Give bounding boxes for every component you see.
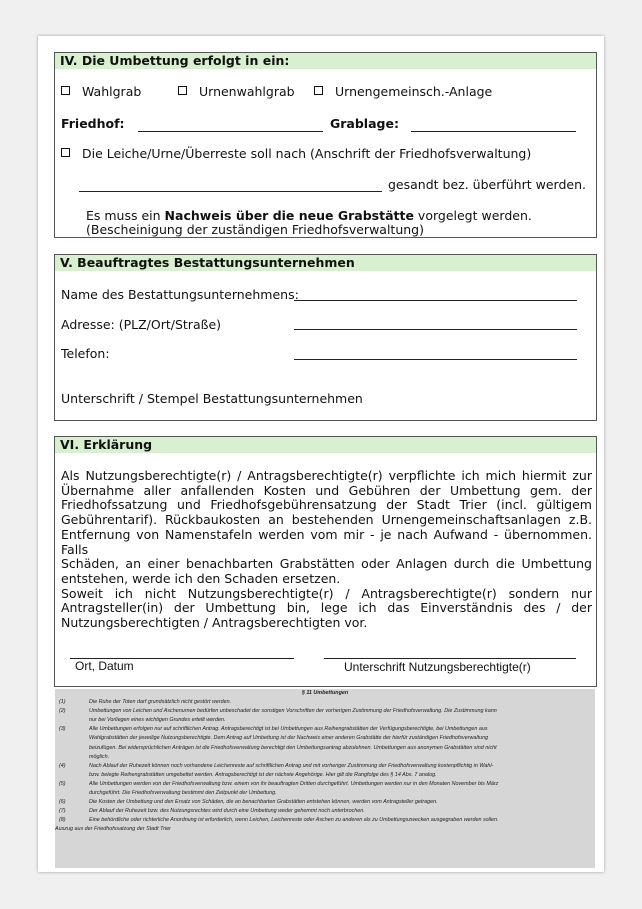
checkbox-icon[interactable]: [178, 86, 187, 95]
unterschrift-field[interactable]: [324, 658, 576, 659]
checkbox-urnenwahlgrab[interactable]: Urnenwahlgrab: [178, 84, 295, 99]
section-title: VI. Erklärung: [55, 437, 596, 453]
list-item: (7) Der Ablauf der Ruhezeit bzw. des Nutzungsrechtes wird durch eine Umbettung weder gehemmt noch unterbrochen.: [59, 808, 365, 815]
list-item: bzw. belegte Reihengrabstätten umgebettet werden. Antragsberechtigt ist der nächste Angehörige. Hier gilt die Rangfolge des § 14 Abs. 7 analog.: [89, 771, 437, 778]
adresse-field[interactable]: [294, 329, 577, 330]
section-bestattungsunternehmen: [54, 254, 597, 421]
checkbox-urnengemeinschaft[interactable]: Urnengemeinsch.-Anlage: [314, 84, 492, 99]
friedhof-field[interactable]: [138, 131, 323, 132]
list-item: (6) Die Kosten der Umbettung und den Ersatz von Schäden, die an benachbarten Grabstätten entstehen können, werden vom Antragsteller getragen.: [59, 799, 438, 806]
list-item: nur bei Vorliegen eines wichtigen Grundes erteilt werden.: [89, 717, 226, 724]
list-item: (3) Alle Umbettungen erfolgen nur auf schriftlichen Antrag. Antragsberechtigt ist bei Umbettungen aus Reihengrabstätten der Verfügungsberechtigte, bei Umbettungen aus: [59, 726, 488, 733]
anschrift-field[interactable]: [79, 191, 382, 192]
unterschrift-label: Unterschrift Nutzungsberechtigte(r): [344, 660, 531, 674]
unternehmen-name-label: Name des Bestattungsunternehmens:: [61, 287, 299, 302]
gesandt-text: gesandt bez. überführt werden.: [388, 177, 586, 192]
unternehmen-name-field[interactable]: [294, 300, 577, 301]
bescheinigung-text: (Bescheinigung der zuständigen Friedhofsverwaltung): [86, 222, 424, 237]
ort-datum-label: Ort, Datum: [75, 659, 134, 673]
notes-title: § 11 Umbettungen: [301, 690, 349, 696]
list-item: Auszug aus der Friedhofssatzung der Stadt Trier: [55, 826, 171, 833]
list-item: (8) Eine behördliche oder richterliche Anordnung ist erforderlich, wenn Leichen, Leichenreste oder Aschen zu anderen als zu Umbettungszwecken ausgegraben werden sollen.: [59, 817, 499, 824]
form-page: [38, 36, 604, 872]
section-title: V. Beauftragtes Bestattungsunternehmen: [55, 255, 596, 271]
nachweis-text: Es muss ein Nachweis über die neue Grabstätte vorgelegt werden.: [86, 208, 532, 223]
section-umbettung: [54, 52, 597, 238]
satzung-auszug: [55, 689, 595, 868]
section-erklaerung: [54, 436, 597, 687]
section-title: IV. Die Umbettung erfolgt in ein:: [55, 53, 596, 69]
telefon-field[interactable]: [294, 359, 577, 360]
list-item: möglich.: [89, 753, 110, 760]
list-item: durchgeführt. Die Friedhofsverwaltung bestimmt den Zeitpunkt der Umbettung.: [89, 790, 277, 797]
list-item: (5) Alle Umbettungen werden von der Friedhofsverwaltung bzw. einem von ihr beauftragten Dritten durchgeführt. Umbettungen werden nur in den Monaten November bis März: [59, 780, 499, 787]
grablage-field[interactable]: [411, 131, 576, 132]
erklaerung-paragraph: Als Nutzungsberechtigte(r) / Antragsberechtigte(r) verpflichte ich mich hiermit zur Übernahme aller anfallenden Kosten und Gebühren der Umbettung gem. der Friedhofssatzung und Friedhofsgebührensatzung der Stadt Trier (incl. gültigem Gebührentarif). Rückbaukosten an bestehenden Urnengemeinschaftsanlagen z.B. Entfernung von Namenstafeln werden vom mir - je nach Aufwand - übernommen. Falls Schäden, an einer benachbarten Grabstätten oder Anlagen durch die Umbettung entstehen, werde ich den Schaden ersetzen. Soweit ich nicht Nutzungsberechtigte(r) / Antragsberechtigte(r) sondern nur Antragsteller(in) der Umbettung bin, lege ich das Einverständnis des / der Nutzungsberechtigten / Antragsberechtigten vor.: [61, 468, 592, 631]
checkbox-ueberfuehrung[interactable]: Die Leiche/Urne/Überreste soll nach (Anschrift der Friedhofsverwaltung): [61, 146, 531, 161]
list-item: (1) Die Ruhe der Toten darf grundsätzlich nicht gestört werden.: [59, 699, 232, 706]
adresse-label: Adresse: (PLZ/Ort/Straße): [61, 317, 222, 332]
checkbox-icon[interactable]: [61, 148, 70, 157]
friedhof-label: Friedhof:: [61, 116, 125, 131]
checkbox-icon[interactable]: [61, 86, 70, 95]
list-item: Wahlgrabstätten der jeweilige Nutzungsberechtigte. Dem Antrag auf Umbettung ist der Nachweis einer anderen Grabstätte der hierfür zuständigen Friedhofsverwaltung: [89, 735, 489, 742]
grablage-label: Grablage:: [330, 116, 399, 131]
list-item: (2) Umbettungen von Leichen und Aschenurnen bedürfen unbeschadet der sonstigen Vorschriften der vorherigen Zustimmung der Friedhofsverwaltung. Die Zustimmung kann: [59, 708, 497, 715]
list-item: beizufügen. Bei widersprüchlichen Anträgen ist die Friedhofsverwaltung berechtigt den Umbettungsantrag abzulehnen. Umbettungen aus anonymen Grabstätten sind nicht: [89, 744, 497, 751]
list-item: (4) Nach Ablauf der Ruhezeit können noch vorhandene Leichenreste auf schriftlichen Antrag und mit vorheriger Zustimmung der Friedhofsverwaltung kostenpflichtig in Wahl-: [59, 762, 494, 769]
unterschrift-stempel-label: Unterschrift / Stempel Bestattungsunternehmen: [61, 391, 363, 406]
checkbox-wahlgrab[interactable]: Wahlgrab: [61, 84, 141, 99]
notes-list: [55, 698, 595, 834]
checkbox-icon[interactable]: [314, 86, 323, 95]
telefon-label: Telefon:: [61, 346, 110, 361]
